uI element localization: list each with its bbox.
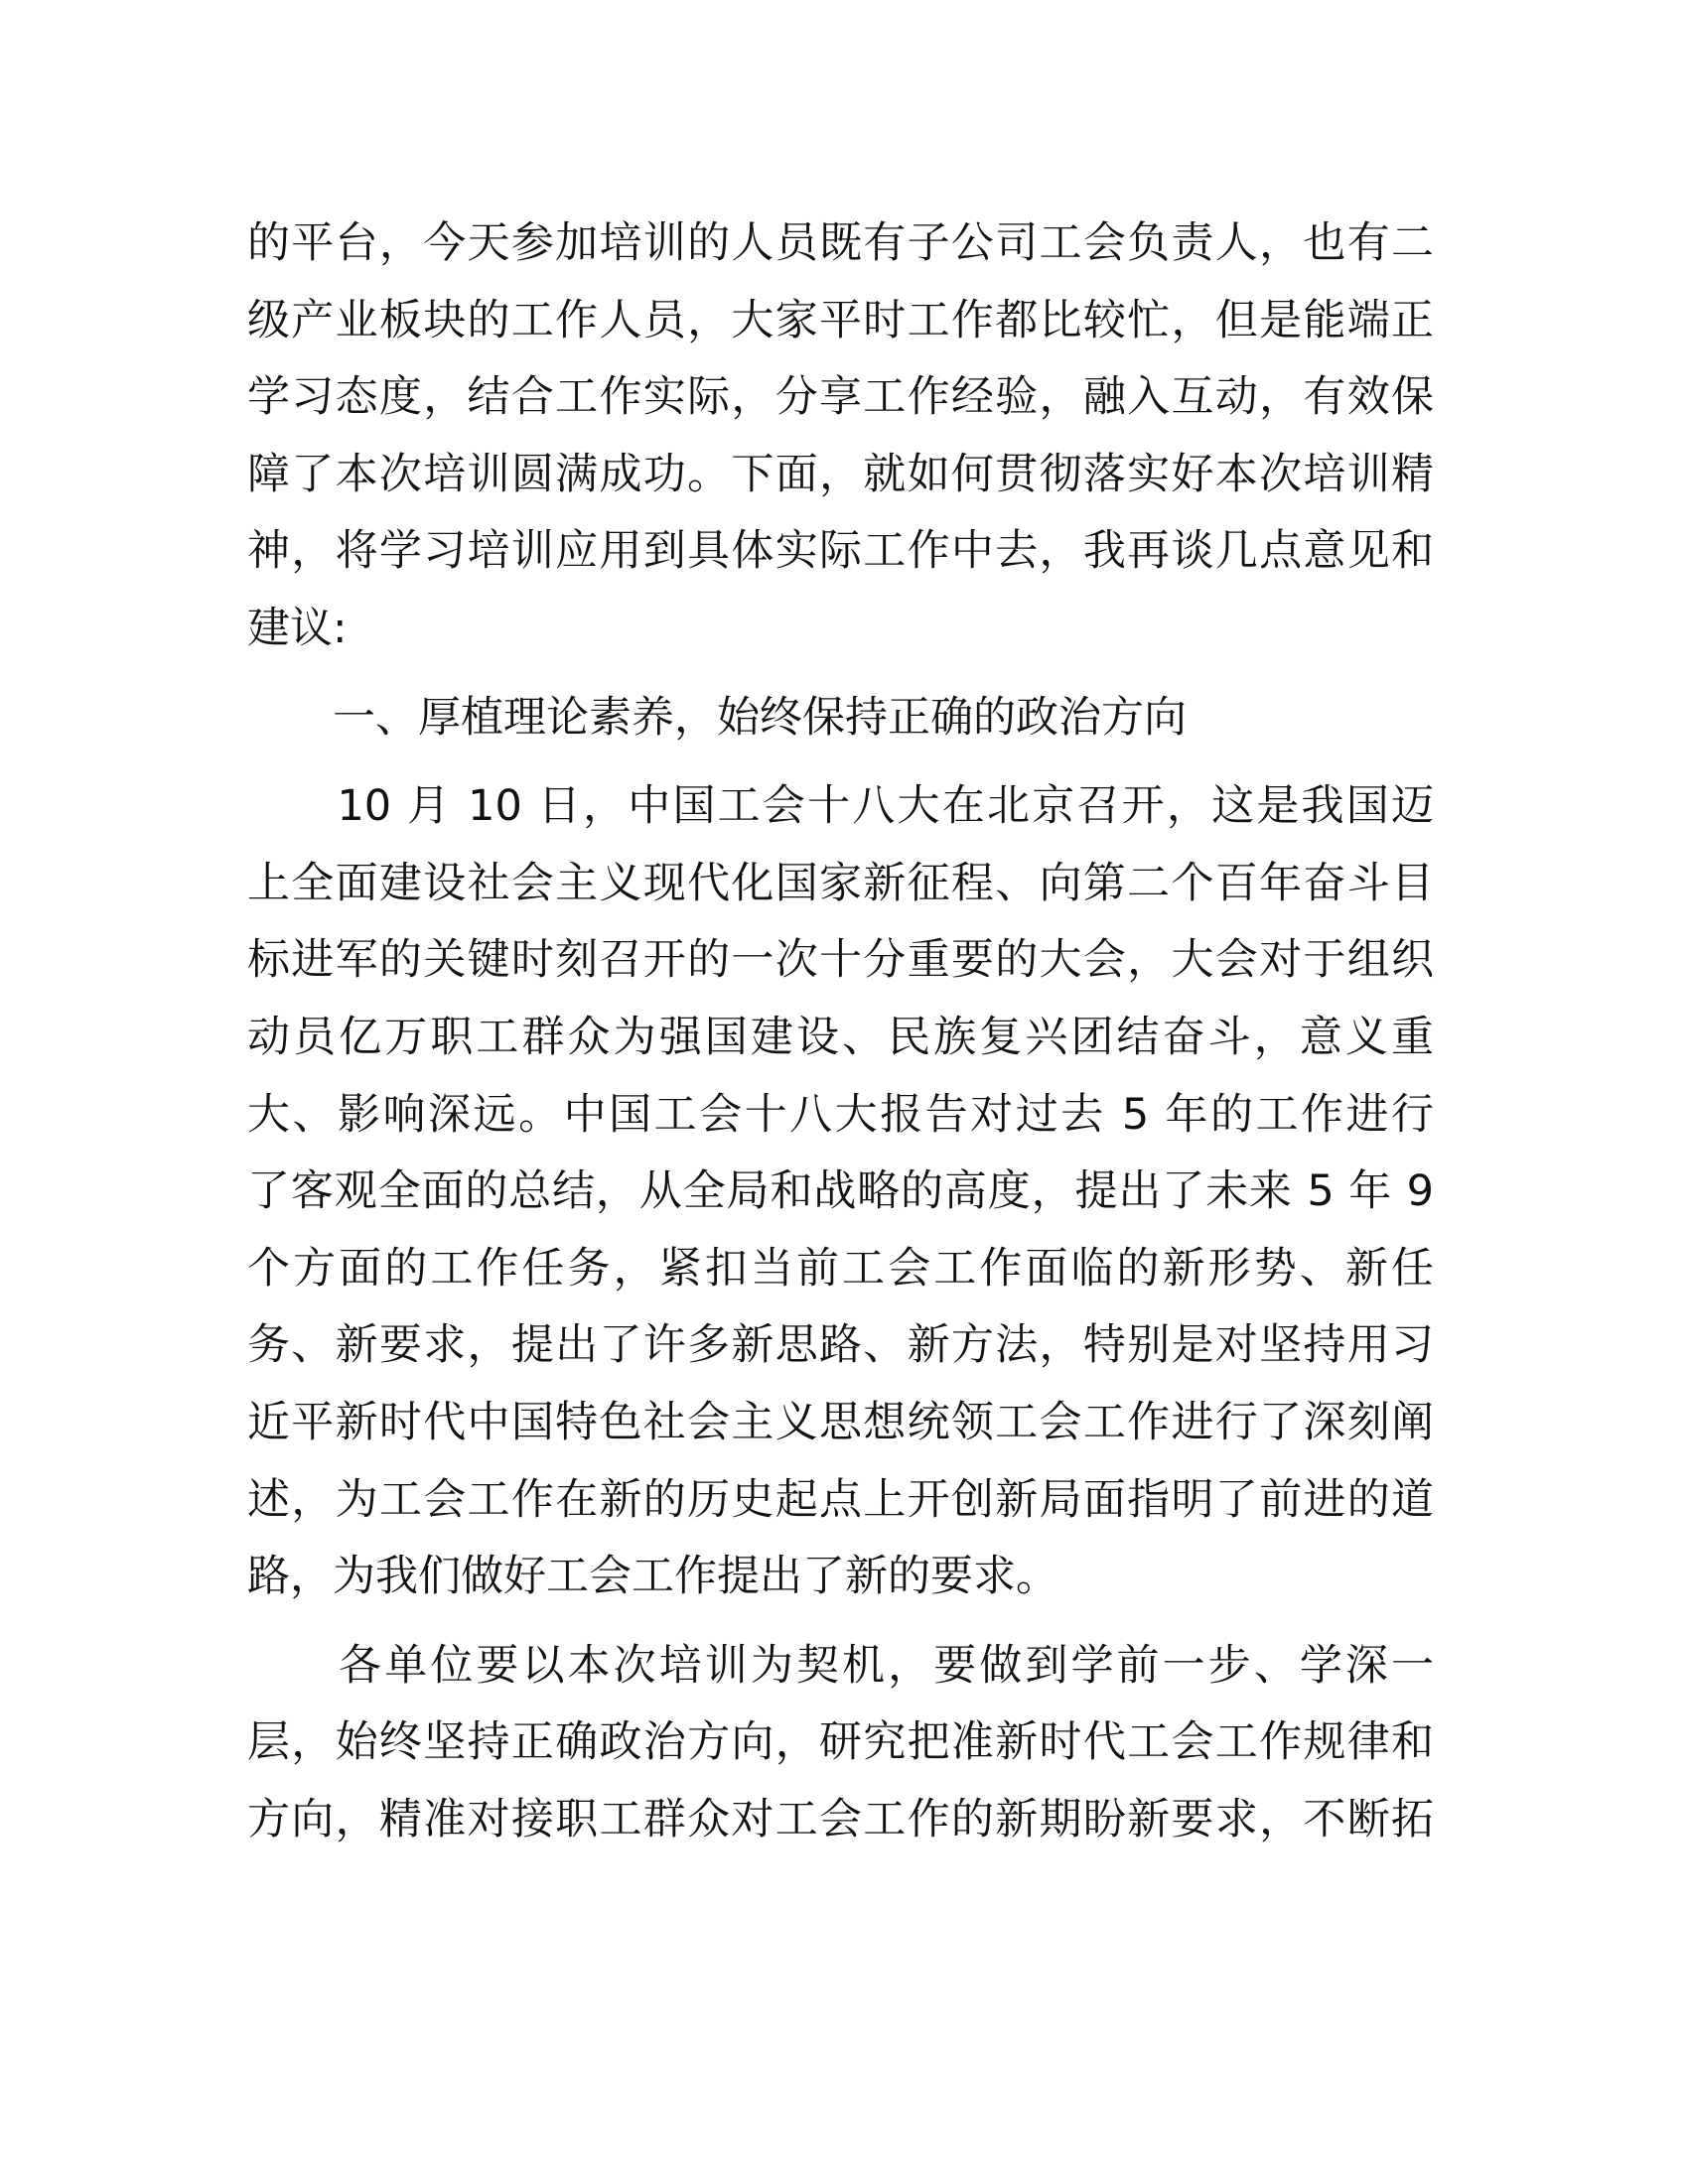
text-line: 级产业板块的工作人员，大家平时工作都比较忙，但是能端正	[247, 295, 1434, 345]
text-line: 的平台，今天参加培训的人员既有子公司工会负责人，也有二	[247, 218, 1434, 268]
body-text	[247, 205, 1434, 1858]
paragraph-gap	[247, 756, 1434, 768]
text-line: 障了本次培训圆满成功。下面，就如何贯彻落实好本次培训精	[247, 449, 1434, 499]
section-heading: 一、厚植理论素养，始终保持正确的政治方向	[247, 692, 1187, 743]
text-line: 务、新要求，提出了许多新思路、新方法，特别是对坚持用习	[247, 1320, 1434, 1371]
text-line: 述，为工会工作在新的历史起点上开创新局面指明了前进的道	[247, 1474, 1434, 1525]
text-line: 各单位要以本次培训为契机，要做到学前一步、学深一	[247, 1640, 1434, 1691]
text-line: 个方面的工作任务，紧扣当前工会工作面临的新形势、新任	[247, 1243, 1434, 1294]
paragraph-gap	[247, 668, 1434, 680]
text-line: 标进军的关键时刻召开的一次十分重要的大会，大会对于组织	[247, 935, 1434, 986]
text-line: 大、影响深远。中国工会十八大报告对过去 5 年的工作进行	[247, 1089, 1434, 1140]
text-line: 路，为我们做好工会工作提出了新的要求。	[247, 1552, 1058, 1602]
text-line: 了客观全面的总结，从全局和战略的高度，提出了未来 5 年 9	[247, 1166, 1434, 1217]
text-line: 10 月 10 日，中国工会十八大在北京召开，这是我国迈	[247, 781, 1434, 832]
paragraph-gap	[247, 1616, 1434, 1628]
text-line: 学习态度，结合工作实际，分享工作经验，融入互动，有效保	[247, 372, 1434, 423]
text-line: 动员亿万职工群众为强国建设、民族复兴团结奋斗，意义重	[247, 1012, 1434, 1062]
text-line: 方向，精准对接职工群众对工会工作的新期盼新要求，不断拓	[247, 1794, 1434, 1844]
text-line: 上全面建设社会主义现代化国家新征程、向第二个百年奋斗目	[247, 858, 1434, 908]
text-line: 近平新时代中国特色社会主义思想统领工会工作进行了深刻阐	[247, 1397, 1434, 1447]
text-line: 建议:	[247, 603, 348, 653]
text-line: 神，将学习培训应用到具体实际工作中去，我再谈几点意见和	[247, 526, 1434, 577]
text-line: 层，始终坚持正确政治方向，研究把准新时代工会工作规律和	[247, 1717, 1434, 1768]
